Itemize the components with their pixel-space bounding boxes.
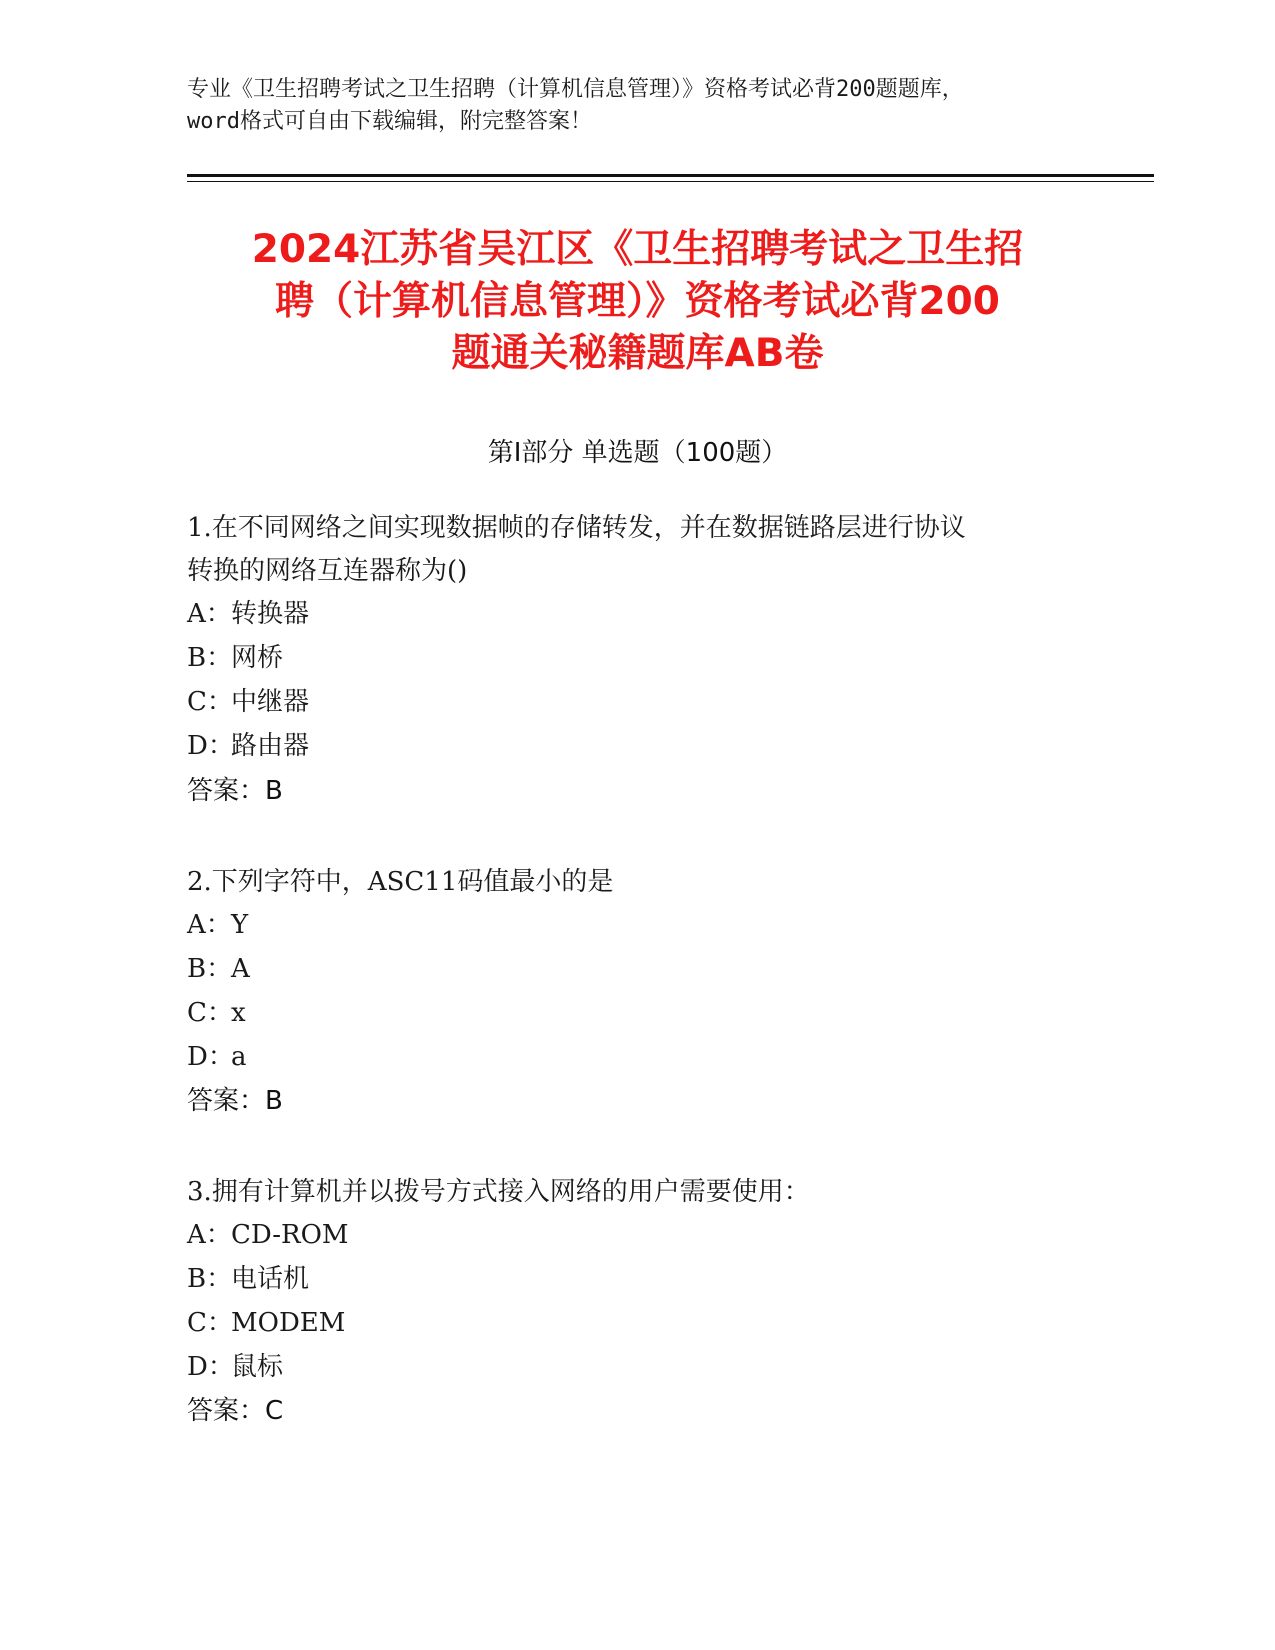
question-1-option-b xyxy=(187,641,283,675)
document-title-line-1: 2024江苏省吴江区《卫生招聘考试之卫生招 xyxy=(251,227,1024,272)
header-divider-thin xyxy=(187,181,1154,182)
option-key: C： xyxy=(187,998,233,1028)
question-2-answer: 答案：B xyxy=(187,1086,283,1116)
document-title-line-2: 聘（计算机信息管理）》资格考试必背200 xyxy=(275,279,1000,324)
option-text: 路由器 xyxy=(231,731,310,761)
option-text: Y xyxy=(231,910,249,940)
option-text: 电话机 xyxy=(231,1264,310,1294)
question-3-text: 3.拥有计算机并以拨号方式接入网络的用户需要使用： xyxy=(187,1177,810,1207)
option-key: D： xyxy=(187,1042,234,1072)
option-text: 网桥 xyxy=(231,643,284,673)
option-key: B： xyxy=(187,643,233,673)
option-text: a xyxy=(231,1042,247,1072)
header-note xyxy=(187,74,1117,138)
option-key: C： xyxy=(187,1308,233,1338)
section-title: 第Ⅰ部分 单选题（100题） xyxy=(487,438,788,468)
question-1-text-line-1: 1.在不同网络之间实现数据帧的存储转发，并在数据链路层进行协议 xyxy=(187,513,966,543)
option-key: B： xyxy=(187,954,233,984)
option-key: A： xyxy=(187,599,232,629)
option-text: A xyxy=(231,954,250,984)
option-text: MODEM xyxy=(231,1308,346,1338)
question-2-text: 2.下列字符中，ASC11码值最小的是 xyxy=(187,867,614,897)
question-3-option-d xyxy=(187,1350,283,1384)
document-title-line-3: 题通关秘籍题库AB卷 xyxy=(451,331,824,376)
question-3-option-a xyxy=(187,1218,349,1252)
option-key: B： xyxy=(187,1264,233,1294)
option-key: D： xyxy=(187,1352,234,1382)
question-2-option-b xyxy=(187,952,250,986)
question-3-answer: 答案：C xyxy=(187,1396,284,1426)
question-3-option-b xyxy=(187,1262,309,1296)
option-text: 转换器 xyxy=(231,599,310,629)
question-2-option-d xyxy=(187,1040,247,1074)
option-text: 鼠标 xyxy=(231,1352,284,1382)
option-text: 中继器 xyxy=(231,687,310,717)
option-key: A： xyxy=(187,910,232,940)
header-note-line-2: word格式可自由下载编辑，附完整答案！ xyxy=(187,109,592,134)
option-key: D： xyxy=(187,731,234,761)
question-1-option-c xyxy=(187,685,309,719)
question-1-option-d xyxy=(187,729,309,763)
header-divider-thick xyxy=(187,174,1154,177)
option-text: x xyxy=(231,998,246,1028)
question-3-option-c xyxy=(187,1306,345,1340)
question-2-option-a xyxy=(187,908,248,942)
option-text: CD-ROM xyxy=(231,1220,349,1250)
question-1-option-a xyxy=(187,597,309,631)
option-key: A： xyxy=(187,1220,232,1250)
option-key: C： xyxy=(187,687,233,717)
document-title xyxy=(160,224,1115,380)
question-2-option-c xyxy=(187,996,246,1030)
header-note-line-1: 专业《卫生招聘考试之卫生招聘（计算机信息管理）》资格考试必背200题题库， xyxy=(187,77,964,102)
question-1-text-line-2: 转换的网络互连器称为() xyxy=(187,556,468,586)
question-1-answer: 答案：B xyxy=(187,776,283,806)
